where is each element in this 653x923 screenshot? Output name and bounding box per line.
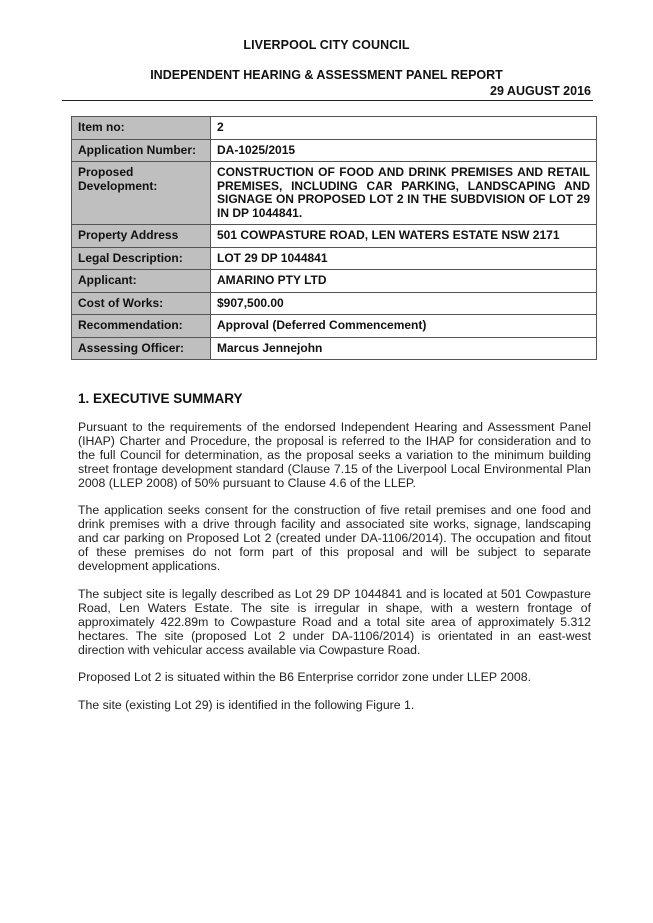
row-label: Recommendation: [72, 315, 211, 338]
header-divider [62, 100, 593, 101]
paragraph: The site (existing Lot 29) is identified in the following Figure 1. [78, 698, 415, 712]
table-row [72, 162, 597, 225]
section-heading: 1. EXECUTIVE SUMMARY [78, 391, 243, 406]
row-value: $907,500.00 [211, 292, 597, 315]
row-value: DA-1025/2015 [211, 139, 597, 162]
row-label: Item no: [72, 117, 211, 140]
report-title: INDEPENDENT HEARING & ASSESSMENT PANEL REPORT [150, 68, 503, 82]
row-label: Proposed Development: [72, 162, 211, 225]
table-row [72, 225, 597, 248]
table-row [72, 337, 597, 360]
row-value: Marcus Jennejohn [211, 337, 597, 360]
row-value: 501 COWPASTURE ROAD, LEN WATERS ESTATE NSW 2171 [211, 225, 597, 248]
report-date: 29 AUGUST 2016 [490, 84, 591, 98]
paragraph: The application seeks consent for the construction of five retail premises and one food and drink premises with a drive through facility and associated site works, signage, landscaping and car parking on Proposed Lot 2 (created under DA-1106/2014). The occupation and fitout of these premises do not form part of this proposal and will be subject to separate development applications. [78, 503, 591, 573]
row-label: Legal Description: [72, 247, 211, 270]
row-value: CONSTRUCTION OF FOOD AND DRINK PREMISES AND RETAIL PREMISES, INCLUDING CAR PARKING, LANDSCAPING AND SIGNAGE ON PROPOSED LOT 2 IN THE SUBDVISION OF LOT 29 IN DP 1044841. [211, 162, 597, 225]
row-value: LOT 29 DP 1044841 [211, 247, 597, 270]
paragraph: Pursuant to the requirements of the endorsed Independent Hearing and Assessment Panel (IHAP) Charter and Procedure, the proposal is referred to the IHAP for consideration and to the full Council for determination, as the proposal seeks a variation to the minimum building street frontage development standard (Clause 7.15 of the Liverpool Local Environmental Plan 2008 (LLEP 2008) of 50% pursuant to Clause 4.6 of the LLEP. [78, 420, 591, 490]
table-row [72, 292, 597, 315]
row-label: Application Number: [72, 139, 211, 162]
table-row [72, 247, 597, 270]
table-row [72, 117, 597, 140]
paragraph: The subject site is legally described as Lot 29 DP 1044841 and is located at 501 Cowpasture Road, Len Waters Estate. The site is irregular in shape, with a western frontage of approximately 422.89m to Cowpasture Road and a total site area of approximately 5.312 hectares. The site (proposed Lot 2 under DA-1106/2014) is orientated in an east-west direction with vehicular access available via Cowpasture Road. [78, 587, 591, 657]
application-info-table [71, 116, 597, 360]
table-row [72, 315, 597, 338]
row-label: Property Address [72, 225, 211, 248]
paragraph: Proposed Lot 2 is situated within the B6 Enterprise corridor zone under LLEP 2008. [78, 670, 531, 684]
row-label: Assessing Officer: [72, 337, 211, 360]
table-row [72, 270, 597, 293]
table-row [72, 139, 597, 162]
row-value: 2 [211, 117, 597, 140]
row-value: AMARINO PTY LTD [211, 270, 597, 293]
row-label: Applicant: [72, 270, 211, 293]
row-label: Cost of Works: [72, 292, 211, 315]
row-value: Approval (Deferred Commencement) [211, 315, 597, 338]
council-name: LIVERPOOL CITY COUNCIL [243, 38, 410, 52]
